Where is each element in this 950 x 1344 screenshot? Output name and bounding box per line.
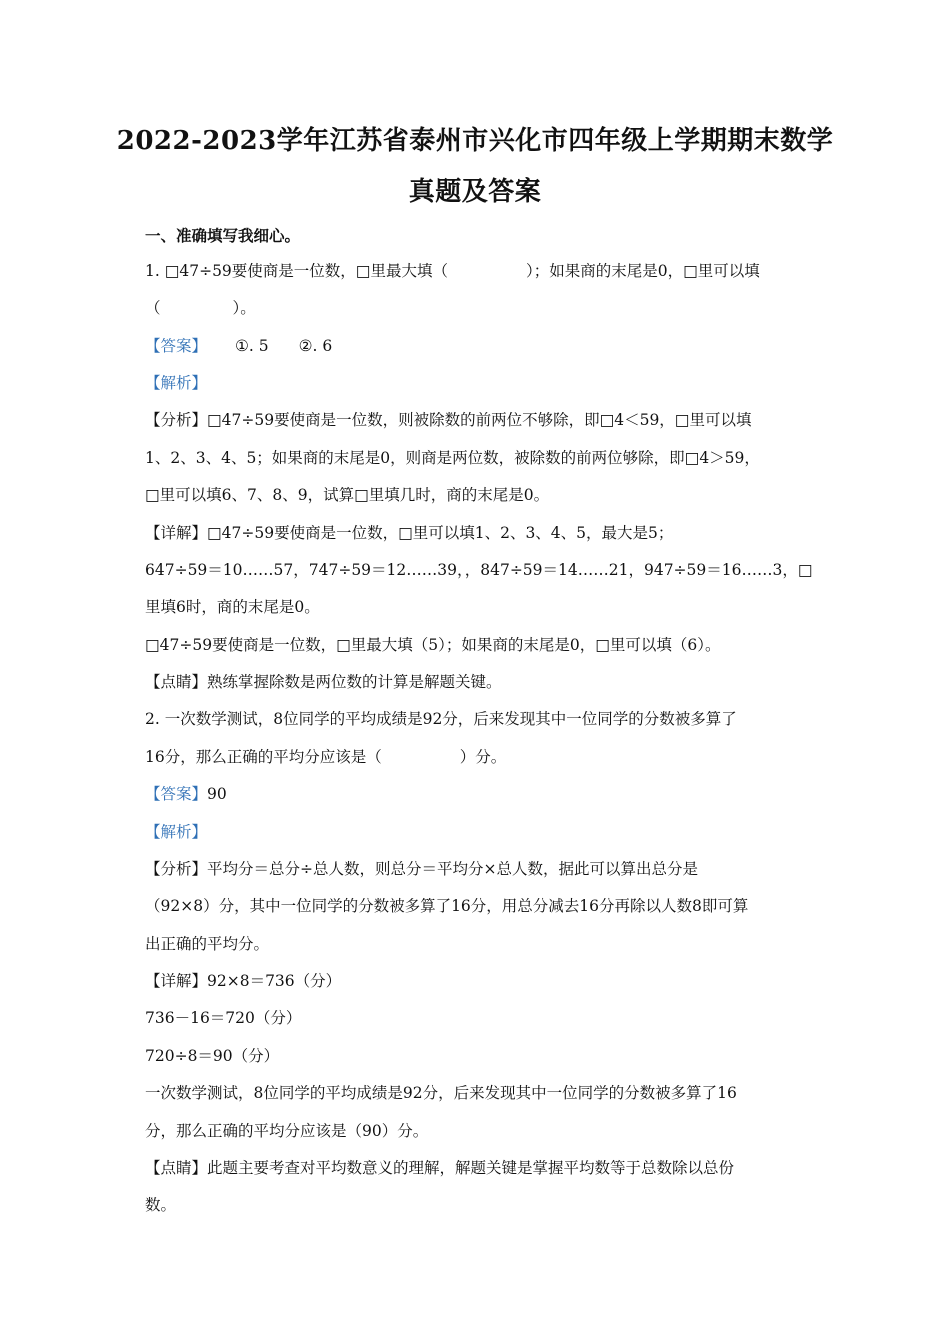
q1-xiangjie-line1: 【详解】□47÷59要使商是一位数，□里可以填1、2、3、4、5，最大是5； — [145, 524, 674, 542]
q2-dianjing-line1: 【点睛】此题主要考查对平均数意义的理解，解题关键是掌握平均数等于总数除以总份 — [145, 1159, 735, 1177]
q2-answer — [145, 783, 815, 805]
q1-stem-part-c: （ — [145, 299, 161, 317]
q2-fenxi-line2: （92×8）分，其中一位同学的分数被多算了16分，用总分减去16分再除以人数8即可算 — [145, 897, 749, 915]
q1-answer-tag: 【答案】 — [145, 337, 208, 355]
q2-xiangjie-line2: 736－16＝720（分） — [145, 1009, 302, 1027]
q1-dianjing: 【点睛】熟练掌握除数是两位数的计算是解题关键。 — [145, 673, 502, 691]
q2-dianjing-line2: 数。 — [145, 1196, 177, 1214]
section-heading: 一、准确填写我细心。 — [145, 226, 301, 245]
q1-stem-part-a: 1. □47÷59要使商是一位数，□里最大填（ — [145, 262, 448, 280]
q2-xiangjie-line1: 【详解】92×8＝736（分） — [145, 972, 342, 990]
q2-fenxi-line1: 【分析】平均分＝总分÷总人数，则总分＝平均分×总人数，据此可以算出总分是 — [145, 860, 698, 878]
q1-xiangjie-line2: 647÷59＝10……57，747÷59＝12……39，，847÷59＝14……21，947÷59＝16……3，□ — [145, 561, 813, 579]
q1-stem-line2 — [145, 297, 815, 319]
q1-fenxi-line1: 【分析】□47÷59要使商是一位数，则被除数的前两位不够除，即□4＜59，□里可以填 — [145, 411, 752, 429]
q2-stem-part-a: 16分，那么正确的平均分应该是（ — [145, 748, 382, 766]
q2-answer-value: 90 — [207, 785, 227, 803]
document-title-line2: 真题及答案 — [408, 177, 542, 207]
q1-analysis-tag: 【解析】 — [145, 374, 208, 392]
q2-xiangjie-line4: 一次数学测试，8位同学的平均成绩是92分，后来发现其中一位同学的分数被多算了16 — [145, 1084, 737, 1102]
q1-xiangjie-line4: □47÷59要使商是一位数，□里最大填（5）；如果商的末尾是0，□里可以填（6）。 — [145, 636, 721, 654]
q2-answer-tag: 【答案】 — [145, 785, 208, 803]
q2-stem-part-b: ）分。 — [459, 748, 507, 766]
q2-stem-line1: 2. 一次数学测试，8位同学的平均成绩是92分，后来发现其中一位同学的分数被多算了 — [145, 710, 737, 728]
q1-stem-line1 — [145, 260, 815, 282]
q1-fenxi-line3: □里可以填6、7、8、9，试算□里填几时，商的末尾是0。 — [145, 486, 550, 504]
q1-fenxi-line2: 1、2、3、4、5；如果商的末尾是0，则商是两位数，被除数的前两位够除，即□4＞59， — [145, 449, 760, 467]
q1-stem-part-b: ）；如果商的末尾是0，□里可以填 — [525, 262, 760, 280]
q1-answer-1: ①. 5 — [235, 337, 269, 355]
q1-xiangjie-line3: 里填6时，商的末尾是0。 — [145, 598, 320, 616]
q1-answer — [145, 335, 815, 357]
q2-xiangjie-line3: 720÷8＝90（分） — [145, 1047, 280, 1065]
q1-answer-2: ②. 6 — [298, 337, 333, 355]
q2-analysis-tag: 【解析】 — [145, 823, 208, 841]
document-title-line1: 2022-2023学年江苏省泰州市兴化市四年级上学期期末数学 — [116, 126, 834, 156]
q2-stem-line2 — [145, 746, 815, 768]
q2-xiangjie-line5: 分，那么正确的平均分应该是（90）分。 — [145, 1122, 429, 1140]
q2-fenxi-line3: 出正确的平均分。 — [145, 935, 270, 953]
q1-stem-part-d: ）。 — [232, 299, 256, 317]
